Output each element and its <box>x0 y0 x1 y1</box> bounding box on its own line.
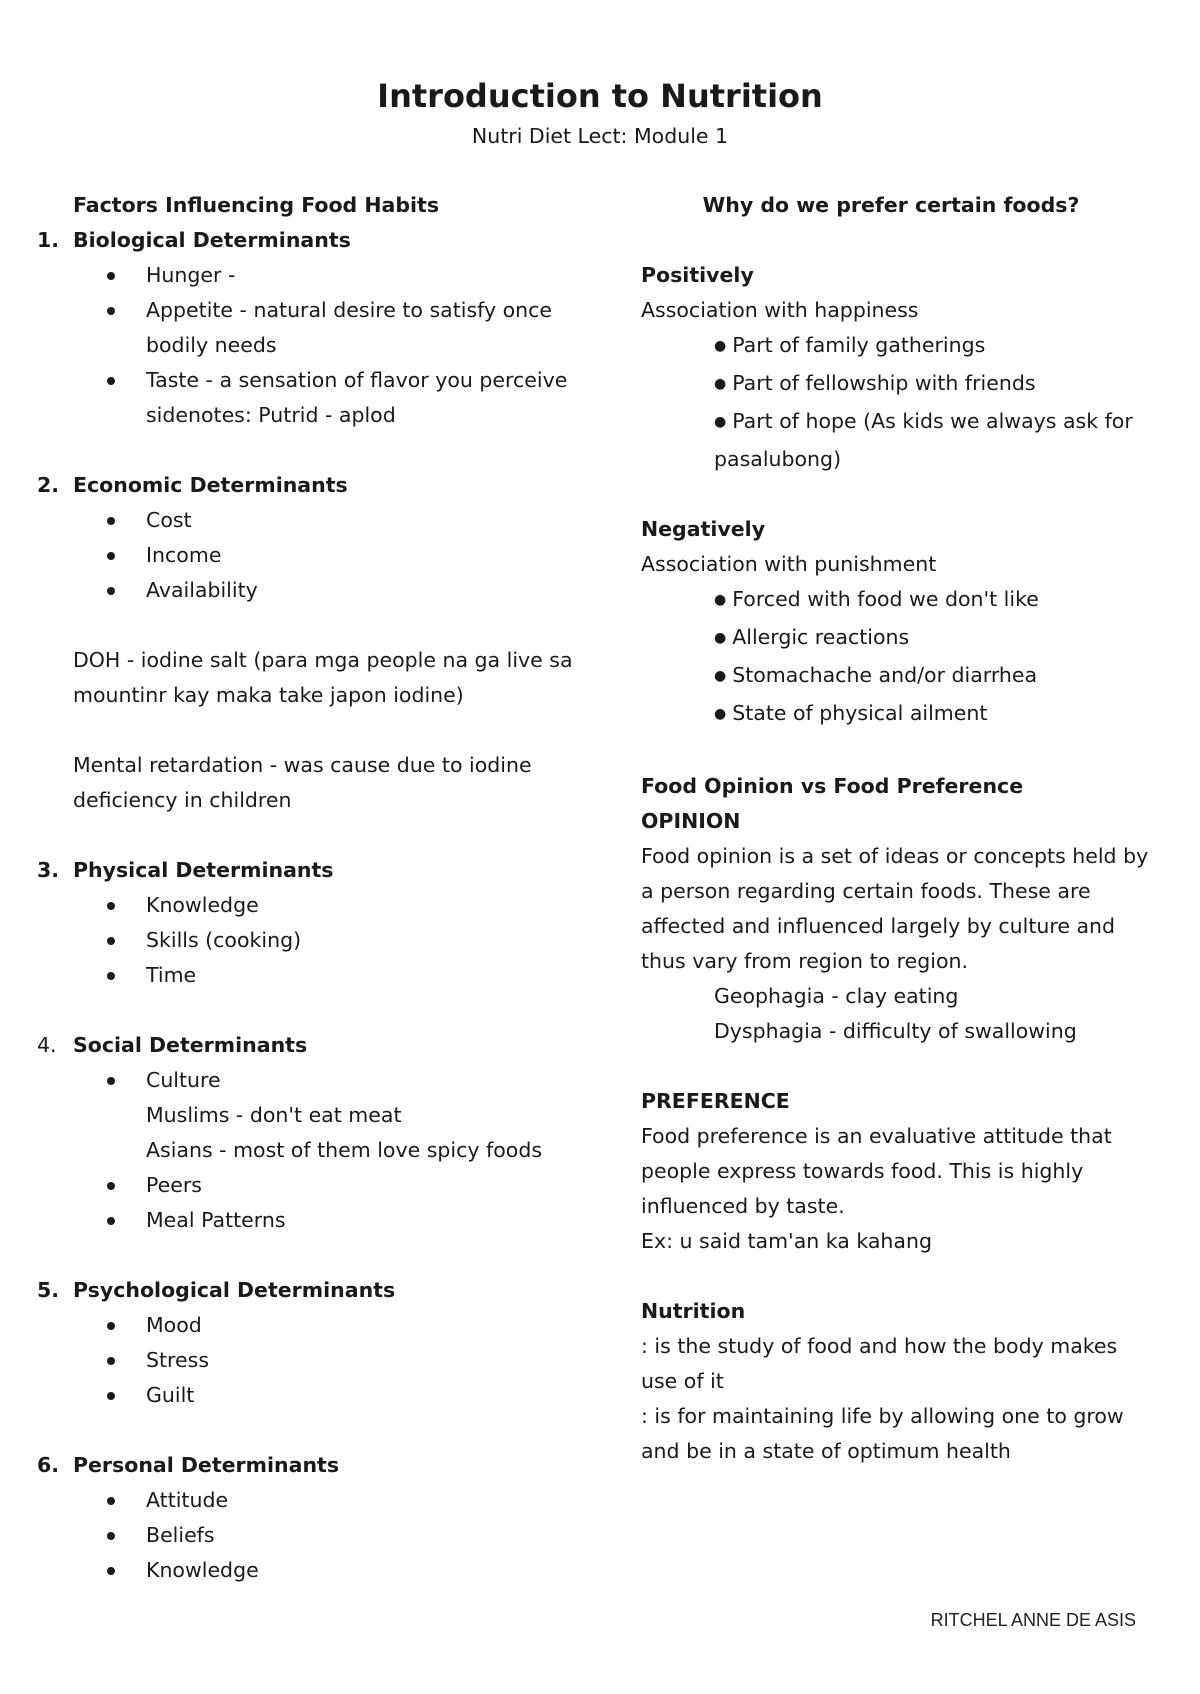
opinion-text-line: Food opinion is a set of ideas or concepts held by <box>641 844 1149 868</box>
bullet-icon <box>107 923 146 958</box>
list-item: Skills (cooking) <box>73 923 593 958</box>
list-item: Cost <box>73 503 593 538</box>
preference-text-line: Food preference is an evaluative attitude that <box>641 1124 1112 1148</box>
mental-note: Mental retardation - was cause due to iodine <box>73 753 532 777</box>
bullet-icon <box>107 1553 146 1588</box>
bullet-icon <box>107 1308 146 1343</box>
list-item: Stress <box>73 1343 593 1378</box>
section-number: 3. <box>37 858 60 882</box>
list-item: Attitude <box>73 1483 593 1518</box>
list-item: ● Part of fellowship with friends <box>714 371 1036 395</box>
section-physical <box>0 853 593 888</box>
bullet-icon <box>107 1063 146 1098</box>
section-number: 5. <box>37 1278 60 1302</box>
bullet-icon: ● <box>714 376 727 392</box>
section-title: Social Determinants <box>73 1033 308 1057</box>
nutrition-text-line: use of it <box>641 1369 724 1393</box>
bullet-icon <box>107 503 146 538</box>
preference-text-line: influenced by taste. <box>641 1194 845 1218</box>
bullet-icon: ● <box>714 592 727 608</box>
bullet-icon <box>107 958 146 993</box>
bullet-icon: ● <box>714 414 727 430</box>
list-item: ● Allergic reactions <box>714 625 910 649</box>
section-number: 6. <box>37 1453 60 1477</box>
doh-note: DOH - iodine salt (para mga people na ga live sa <box>73 648 573 672</box>
right-column <box>641 188 1149 1469</box>
nutrition-text-line: : is the study of food and how the body makes <box>641 1334 1118 1358</box>
negatively-heading: Negatively <box>641 517 766 541</box>
bullet-icon <box>107 1483 146 1518</box>
positively-heading: Positively <box>641 263 754 287</box>
list-item: Beliefs <box>73 1518 593 1553</box>
section-title: Biological Determinants <box>73 228 351 252</box>
list-item-continuation: sidenotes: Putrid - aplod <box>146 403 396 427</box>
right-heading: Why do we prefer certain foods? <box>702 193 1080 217</box>
mental-note-continuation: deficiency in children <box>73 788 292 812</box>
list-item: Peers <box>73 1168 593 1203</box>
bullet-icon <box>107 1168 146 1203</box>
section-title: Physical Determinants <box>73 858 334 882</box>
opinion-vs-preference-heading: Food Opinion vs Food Preference <box>641 774 1024 798</box>
section-social <box>0 1028 593 1063</box>
section-title: Economic Determinants <box>73 473 348 497</box>
bullet-icon <box>107 1518 146 1553</box>
section-biological <box>0 223 593 258</box>
list-item: Availability <box>73 573 593 608</box>
page-subtitle: Nutri Diet Lect: Module 1 <box>471 124 729 148</box>
opinion-text-line: affected and influenced largely by culture and <box>641 914 1116 938</box>
preference-example: Ex: u said tam'an ka kahang <box>641 1229 932 1253</box>
section-personal <box>0 1448 593 1483</box>
bullet-icon <box>107 888 146 923</box>
list-item: Culture <box>73 1063 593 1098</box>
list-item-continuation: bodily needs <box>146 333 277 357</box>
list-item: Income <box>73 538 593 573</box>
page-title: Introduction to Nutrition <box>377 77 823 115</box>
opinion-text-line: thus vary from region to region. <box>641 949 969 973</box>
list-item: ● State of physical ailment <box>714 701 988 725</box>
list-item: ● Forced with food we don't like <box>714 587 1039 611</box>
list-item: Mood <box>73 1308 593 1343</box>
list-item-continuation: pasalubong) <box>714 447 842 471</box>
bullet-icon <box>107 1378 146 1413</box>
nutrition-text-line: : is for maintaining life by allowing one to grow <box>641 1404 1124 1428</box>
left-column <box>37 188 593 1588</box>
list-item: Knowledge <box>73 1553 593 1588</box>
preference-label: PREFERENCE <box>641 1089 790 1113</box>
list-item: Time <box>73 958 593 993</box>
section-economic <box>0 468 593 503</box>
bullet-icon: ● <box>714 630 727 646</box>
author-footer: RITCHEL ANNE DE ASIS <box>930 1610 1136 1630</box>
bullet-icon <box>107 293 146 328</box>
list-item: Hunger - <box>73 258 593 293</box>
section-title: Personal Determinants <box>73 1453 340 1477</box>
list-item: Knowledge <box>73 888 593 923</box>
section-number: 1. <box>37 228 60 252</box>
list-item: Appetite - natural desire to satisfy once <box>73 293 593 328</box>
list-item: Meal Patterns <box>73 1203 593 1238</box>
bullet-icon <box>107 538 146 573</box>
list-subnote: Asians - most of them love spicy foods <box>146 1138 543 1162</box>
section-number: 4. <box>37 1033 57 1057</box>
list-item: ● Stomachache and/or diarrhea <box>714 663 1038 687</box>
negative-association: Association with punishment <box>641 552 937 576</box>
bullet-icon <box>107 363 146 398</box>
bullet-icon <box>107 573 146 608</box>
geophagia-note: Geophagia - clay eating <box>714 984 959 1008</box>
dysphagia-note: Dysphagia - difficulty of swallowing <box>714 1019 1077 1043</box>
bullet-icon <box>107 1203 146 1238</box>
list-item: ● Part of hope (As kids we always ask for <box>714 409 1133 433</box>
bullet-icon: ● <box>714 668 727 684</box>
positive-association: Association with happiness <box>641 298 919 322</box>
list-item: ● Part of family gatherings <box>714 333 986 357</box>
opinion-text-line: a person regarding certain foods. These are <box>641 879 1091 903</box>
nutrition-text-line: and be in a state of optimum health <box>641 1439 1011 1463</box>
nutrition-heading: Nutrition <box>641 1299 746 1323</box>
list-item: Guilt <box>73 1378 593 1413</box>
section-title: Psychological Determinants <box>73 1278 396 1302</box>
bullet-icon: ● <box>714 706 727 722</box>
left-heading: Factors Influencing Food Habits <box>73 193 440 217</box>
list-subnote: Muslims - don't eat meat <box>146 1103 402 1127</box>
bullet-icon <box>107 1343 146 1378</box>
section-number: 2. <box>37 473 60 497</box>
bullet-icon: ● <box>714 338 727 354</box>
preference-text-line: people express towards food. This is highly <box>641 1159 1084 1183</box>
section-psychological <box>0 1273 593 1308</box>
doh-note-continuation: mountinr kay maka take japon iodine) <box>73 683 464 707</box>
opinion-label: OPINION <box>641 809 741 833</box>
bullet-icon <box>107 258 146 293</box>
list-item: Taste - a sensation of flavor you perceive <box>73 363 593 398</box>
